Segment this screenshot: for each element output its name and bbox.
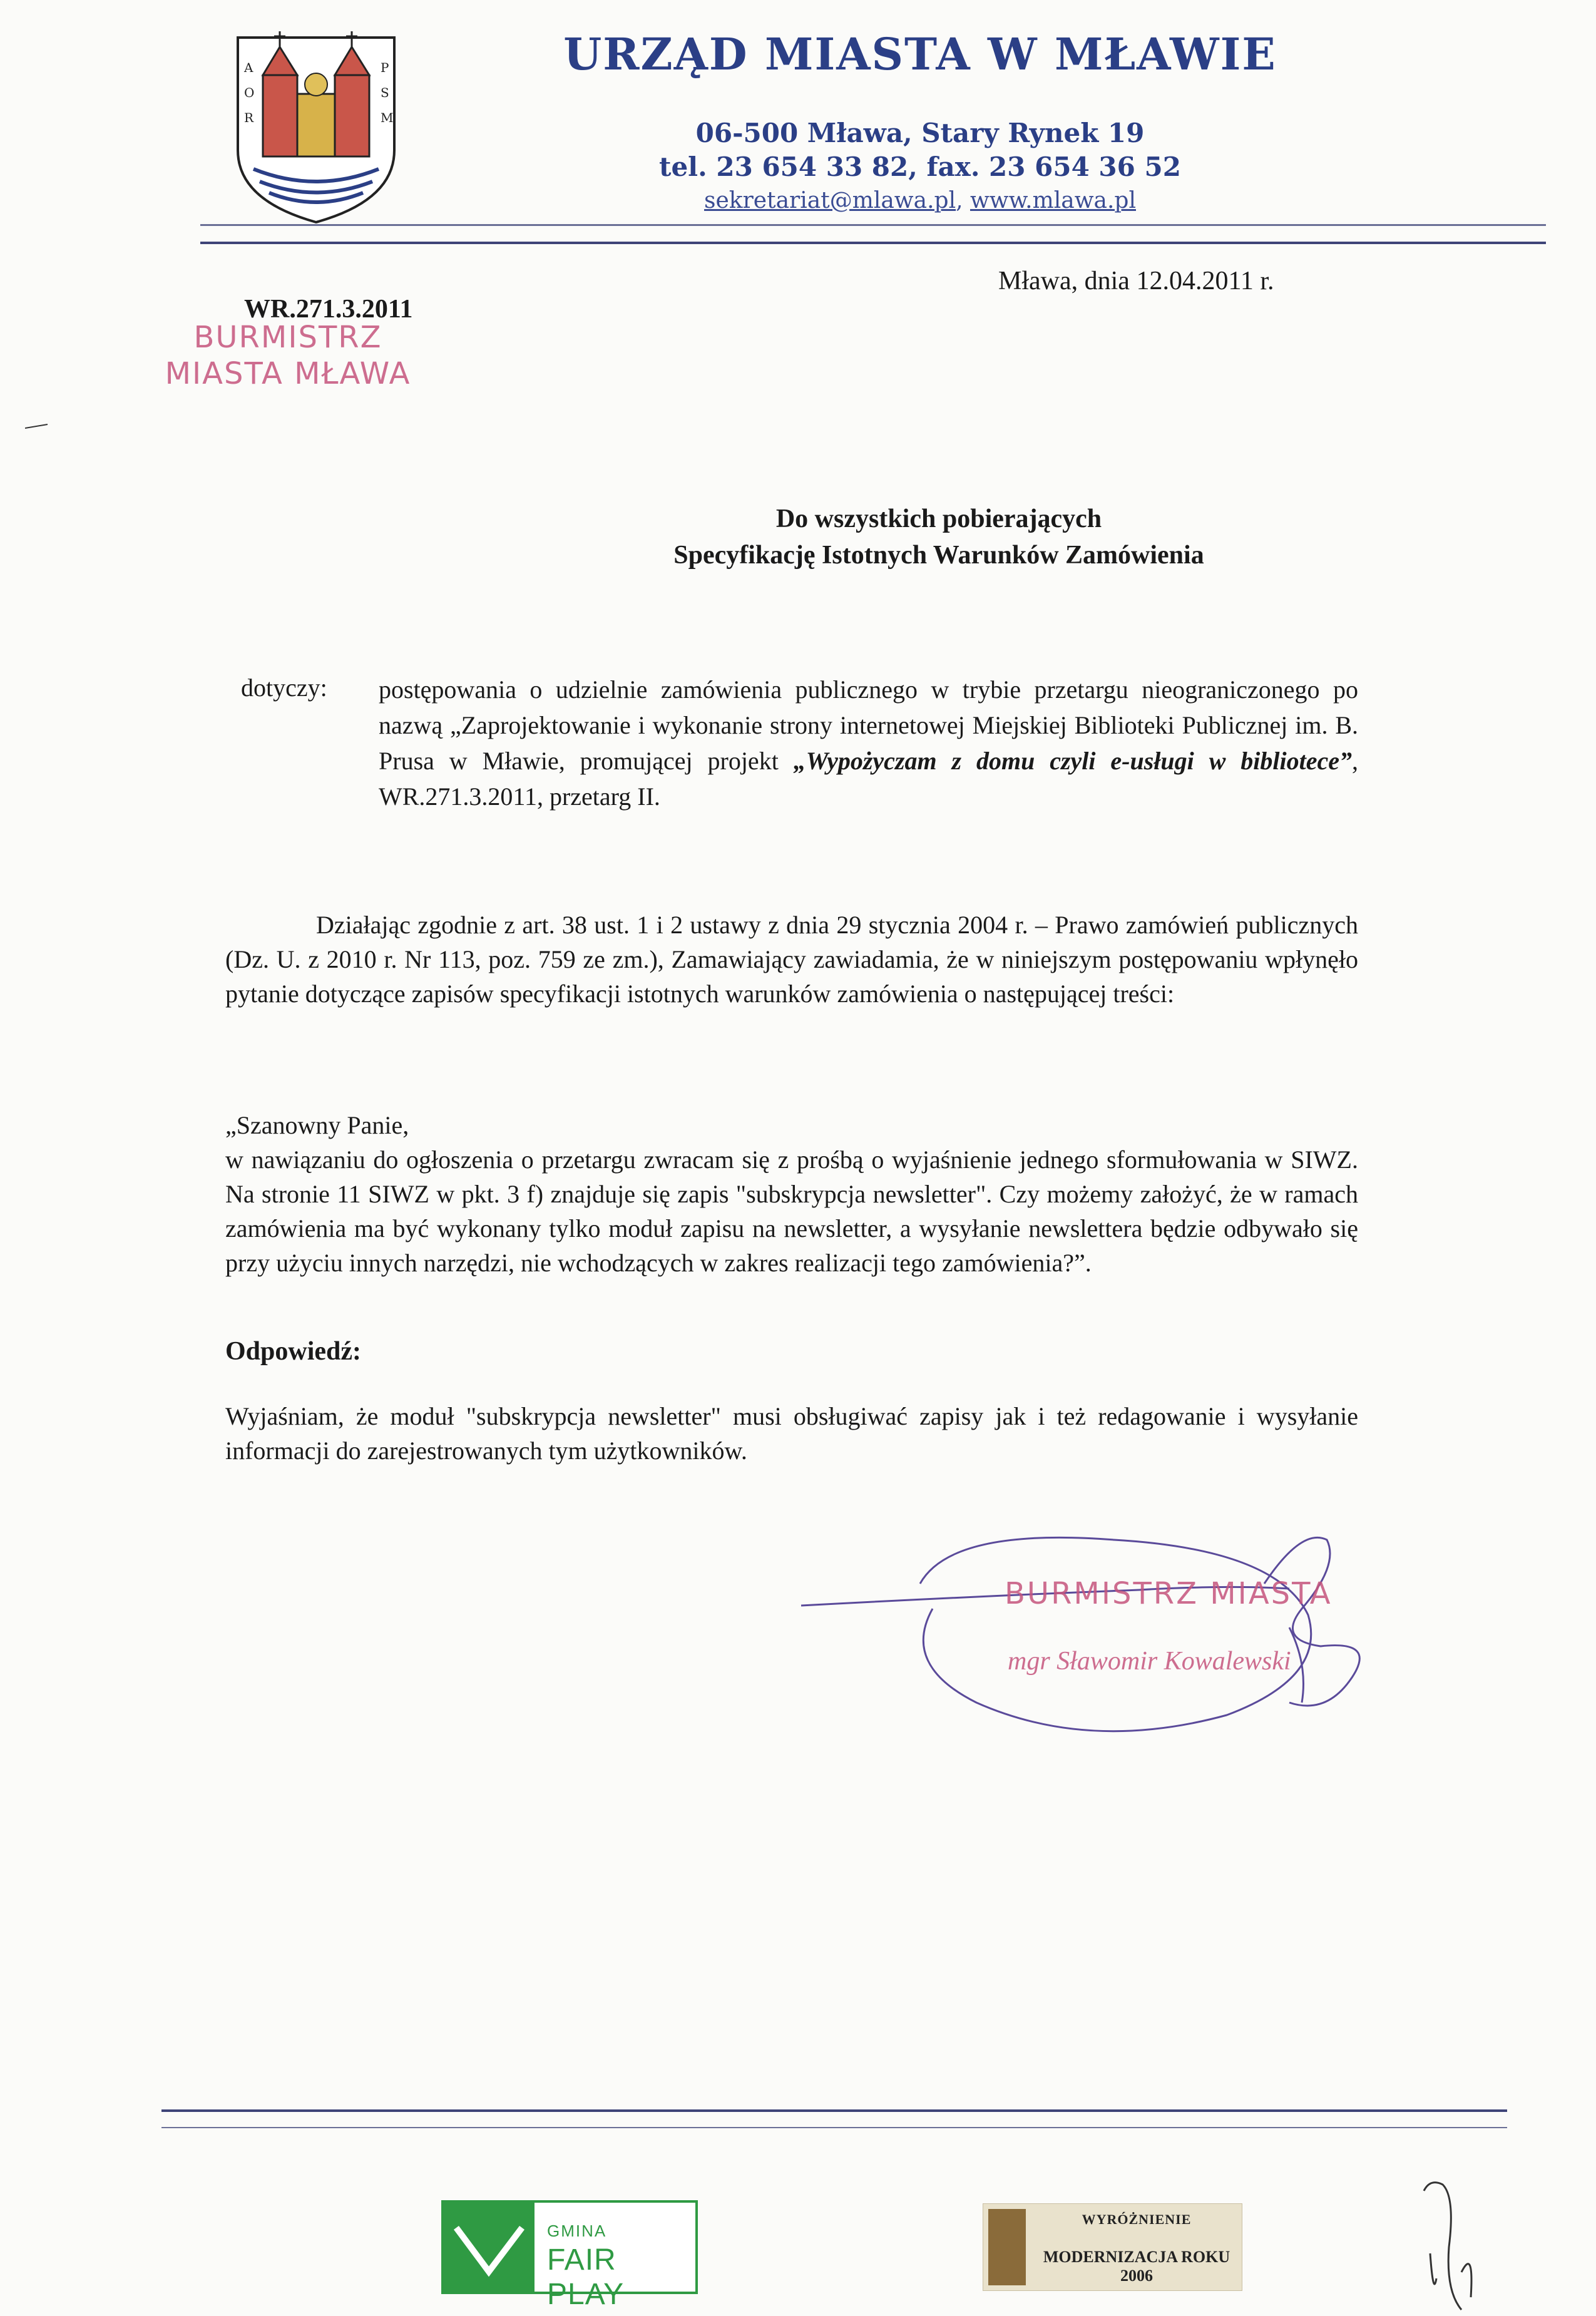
header-divider-thick — [200, 242, 1546, 244]
footer-divider-thick — [161, 2109, 1507, 2112]
signatory-title: BURMISTRZ MIASTA — [1005, 1576, 1333, 1611]
org-name: URZĄD MIASTA W MŁAWIE — [563, 28, 1277, 80]
svg-text:R: R — [244, 110, 254, 125]
question-paragraph: w nawiązaniu do ogłoszenia o przetargu zwracam się z prośbą o wyjaśnienie jednego sformułowania w SIWZ. Na stronie 11 SIWZ w pkt. 3 f) znajduje się zapis "subskrypcja newsletter". Czy możemy założyć, że w ramach zamówienia ma być wykonany tylko moduł zapisu na newsletter, a wysyłanie newslettera będzie odbywało się przy użyciu innych narzędzi, nie wchodzących w zakres realizacji tego zamówienia?”. — [225, 1145, 1358, 1277]
stamp-line-2: MIASTA MŁAWA — [165, 356, 411, 391]
signatory-name: mgr Sławomir Kowalewski — [1008, 1647, 1291, 1676]
org-contact-links — [476, 188, 1364, 213]
margin-mark — [25, 423, 48, 429]
city-crest-icon — [225, 25, 407, 225]
answer-heading: Odpowiedź: — [225, 1337, 362, 1366]
project-title: „Wypożyczam z domu czyli e-usługi w bibliotece” — [793, 747, 1352, 775]
fair-play-small-text: GMINA — [547, 2221, 607, 2240]
addressee-line-2: Specyfikację Istotnych Warunków Zamówienia — [673, 541, 1204, 570]
svg-text:P: P — [381, 60, 389, 75]
award-logo — [983, 2203, 1242, 2291]
award-subtitle: MODERNIZACJA ROKU 2006 — [1043, 2248, 1230, 2285]
handwritten-initials — [1411, 2172, 1499, 2316]
subject-text-part-1: postępowania o udzielnie zamówienia publicznego w trybie przetargu nieograniczonego po nazwą „Zaprojektowanie i wykonanie strony internetowej Miejskiej Biblioteki Publicznej im. B. Prusa w Mławie, promującej projekt — [379, 675, 1358, 775]
handwritten-signature — [789, 1515, 1402, 1753]
email-link[interactable]: sekretariat@mlawa.pl — [704, 188, 956, 213]
header-divider-thin — [200, 224, 1546, 226]
fair-play-big-text: FAIR PLAY — [547, 2243, 625, 2311]
official-stamp — [150, 319, 426, 392]
intro-paragraph: Działając zgodnie z art. 38 ust. 1 i 2 ustawy z dnia 29 stycznia 2004 r. – Prawo zamówień publicznych (Dz. U. z 2010 r. Nr 113, poz. 759 ze zm.), Zamawiający zawiadamia, że w niniejszym postępowaniu wpłynęło pytanie dotyczące zapisów specyfikacji istotnych warunków zamówienia o następującej treści: — [225, 911, 1358, 1008]
award-figure-icon — [988, 2209, 1026, 2285]
answer-paragraph: Wyjaśniam, że moduł "subskrypcja newsletter" musi obsługiwać zapisy jak i też redagowanie i wysyłanie informacji do zarejestrowanych tym użytkowników. — [225, 1402, 1358, 1465]
org-address: 06-500 Mława, Stary Rynek 19 — [695, 118, 1145, 148]
checkmark-icon — [444, 2203, 535, 2292]
letter-date: Mława, dnia 12.04.2011 r. — [998, 267, 1274, 295]
subject-text — [379, 672, 1358, 814]
contact-separator: , — [956, 188, 970, 213]
subject-text-part-2: , WR.271.3.2011, przetarg II. — [379, 747, 1358, 811]
svg-text:S: S — [381, 85, 389, 100]
reference-number: WR.271.3.2011 — [244, 295, 413, 324]
question-greeting: „Szanowny Panie, — [225, 1111, 409, 1139]
fair-play-logo — [441, 2200, 698, 2311]
addressee — [501, 501, 1377, 573]
fair-play-mark — [444, 2203, 535, 2292]
stamp-line-1: BURMISTRZ — [193, 320, 382, 355]
award-title: WYRÓŻNIENIE — [1082, 2211, 1192, 2227]
subject-label: dotyczy: — [241, 674, 327, 702]
org-phone-fax: tel. 23 654 33 82, fax. 23 654 36 52 — [659, 151, 1181, 182]
footer-divider-thin — [161, 2127, 1507, 2128]
website-link[interactable]: www.mlawa.pl — [969, 188, 1136, 213]
svg-text:M: M — [381, 110, 394, 125]
svg-text:O: O — [244, 85, 255, 100]
svg-text:A: A — [244, 60, 253, 75]
addressee-line-1: Do wszystkich pobierających — [775, 505, 1102, 533]
